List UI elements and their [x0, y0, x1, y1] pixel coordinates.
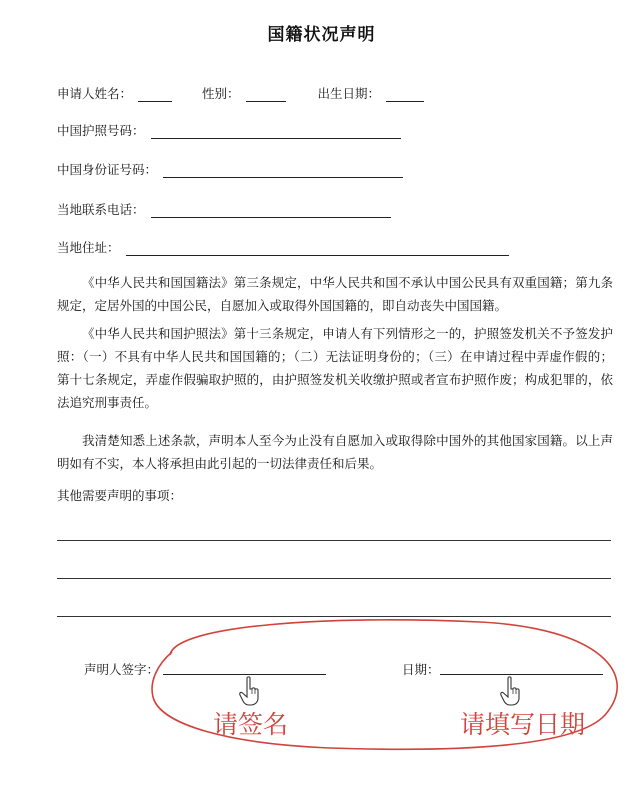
pointing-hand-icon: [239, 676, 261, 706]
date-hint-annotation: 请填写日期: [460, 710, 586, 739]
declaration-paragraph: 我清楚知悉上述条款，声明本人至今为止没有自愿加入或取得除中国外的其他国家国籍。以上声明如有不实，本人将承担由此引起的一切法律责任和后果。: [57, 433, 613, 471]
address-label: 当地住址：: [57, 240, 120, 255]
passport-law-paragraph: 《中华人民共和国护照法》第十三条规定，申请人有下列情形之一的，护照签发机关不予签发护照：（一）不具有中华人民共和国国籍的；（二）无法证明身份的；（三）在申请过程中弄虚作假的；第十七条规定，弄虚作假骗取护照的，由护照签发机关收缴护照或者宣布护照作废；构成犯罪的，依法追究刑事责任。: [57, 326, 613, 410]
name-label: 申请人姓名：: [57, 86, 133, 101]
signer-label: 声明人签字：: [84, 662, 160, 677]
phone-label: 当地联系电话：: [57, 202, 145, 217]
idcard-label: 中国身份证号码：: [57, 162, 158, 177]
others-label: 其他需要声明的事项：: [57, 488, 183, 503]
passport-label: 中国护照号码：: [57, 123, 145, 138]
sign-hint-annotation: 请签名: [213, 710, 289, 739]
nationality-law-paragraph: 《中华人民共和国国籍法》第三条规定，中华人民共和国不承认中国公民具有双重国籍；第九条规定，定居外国的中国公民，自愿加入或取得外国国籍的，即自动丧失中国国籍。: [57, 275, 613, 313]
pointing-hand-icon: [500, 676, 522, 706]
date-label: 日期：: [402, 662, 440, 677]
gender-label: 性别：: [202, 86, 240, 101]
dob-label: 出生日期：: [317, 86, 381, 101]
page-title: 国籍状况声明: [267, 25, 376, 45]
